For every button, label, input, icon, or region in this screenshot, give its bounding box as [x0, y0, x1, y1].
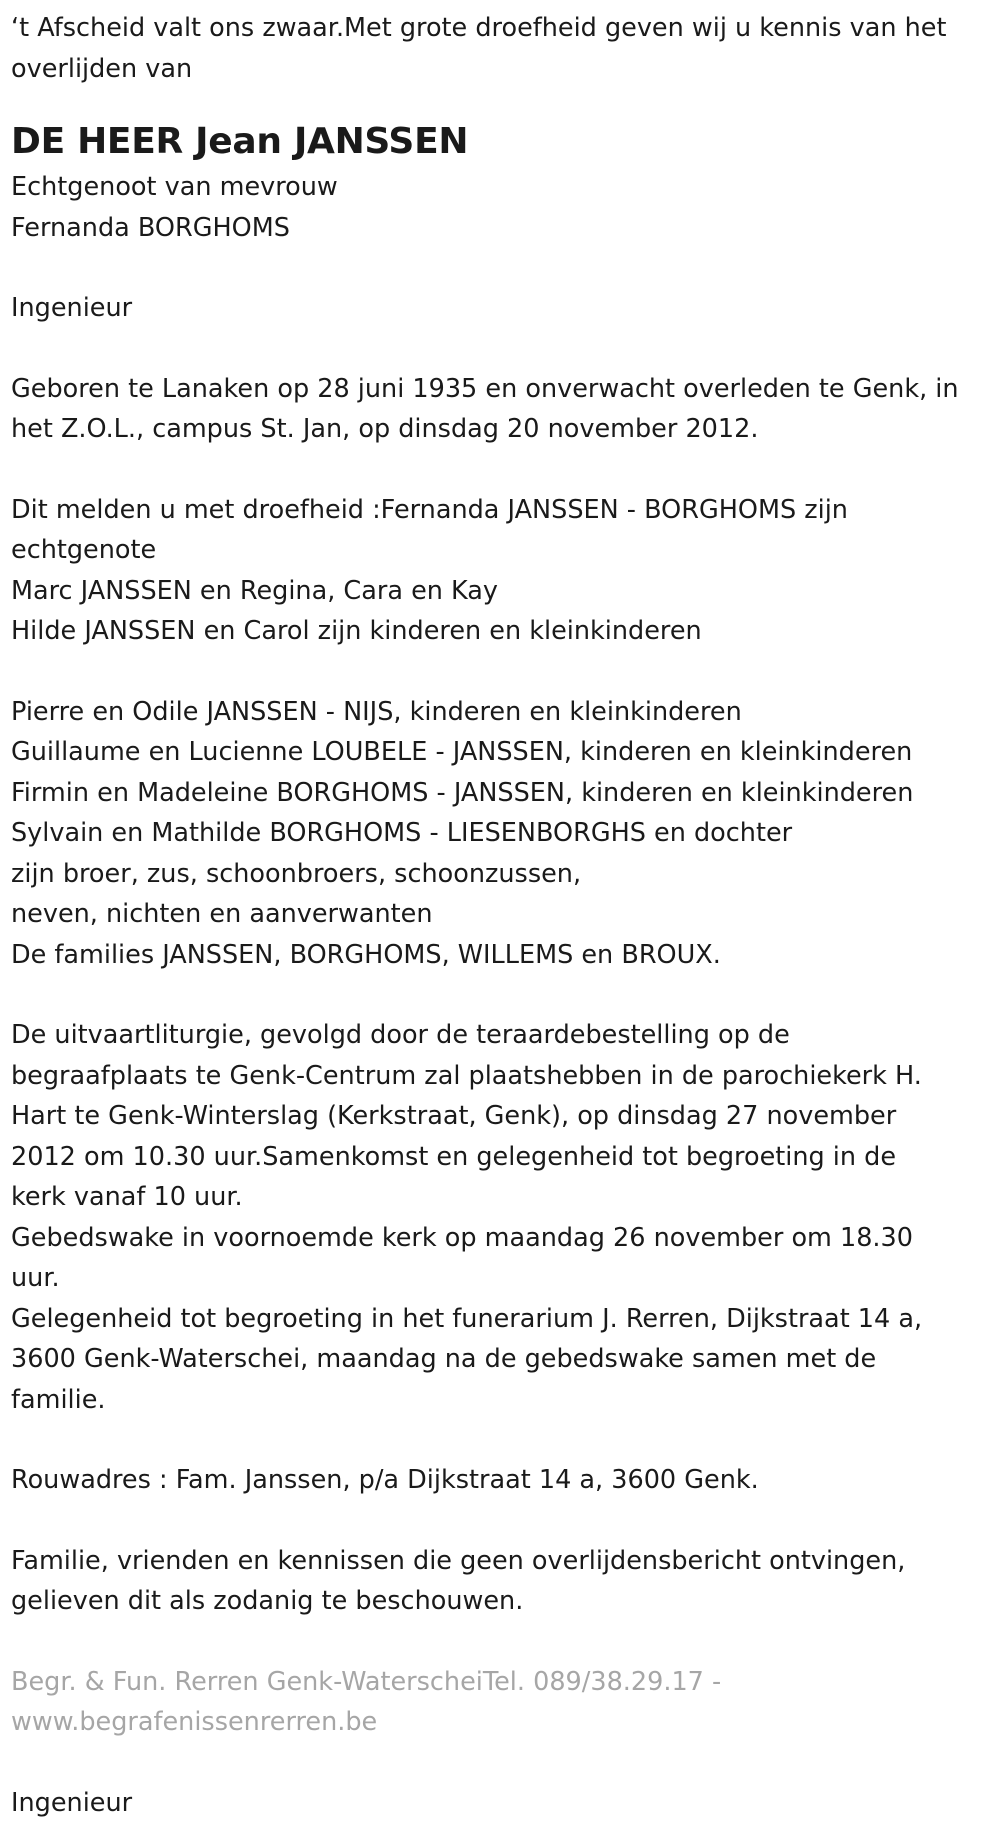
undertaker-line: Begr. & Fun. Rerren Genk-WaterscheiTel. 089/38.29.17 - — [11, 1666, 722, 1697]
mourner-line: neven, nichten en aanverwanten — [11, 899, 433, 929]
undertaker-paragraph — [11, 1662, 989, 1743]
extended-mourners-paragraph — [11, 692, 989, 976]
notice-line: Familie, vrienden en kennissen die geen overlijdensbericht ontvingen, — [11, 1545, 906, 1576]
funeral-line: uur. — [11, 1263, 60, 1293]
funeral-line: Hart te Genk-Winterslag (Kerkstraat, Genk), op dinsdag 27 november — [11, 1101, 897, 1131]
spouse-name: Fernanda BORGHOMS — [11, 212, 290, 243]
funeral-details-paragraph — [11, 1015, 989, 1420]
profession-paragraph — [11, 288, 989, 329]
deceased-name: DE HEER Jean JANSSEN — [11, 121, 469, 162]
funeral-line: 3600 Genk-Waterschei, maandag na de gebedswake samen met de — [11, 1344, 877, 1374]
mourner-line: echtgenote — [11, 535, 157, 565]
funeral-line: familie. — [11, 1384, 106, 1415]
funeral-line: 2012 om 10.30 uur.Samenkomst en gelegenheid tot begroeting in de — [11, 1141, 897, 1172]
birth-death-paragraph — [11, 369, 989, 450]
mourner-line: zijn broer, zus, schoonbroers, schoonzussen, — [11, 858, 582, 889]
mourner-line: Pierre en Odile JANSSEN - NIJS, kinderen en kleinkinderen — [11, 696, 742, 727]
notice-paragraph — [11, 1541, 989, 1622]
profession-footer-paragraph — [11, 1783, 989, 1824]
mourner-line: Guillaume en Lucienne LOUBELE - JANSSEN, kinderen en kleinkinderen — [11, 737, 913, 767]
profession-footer: Ingenieur — [11, 1787, 133, 1818]
mourner-line: Hilde JANSSEN en Carol zijn kinderen en kleinkinderen — [11, 616, 702, 646]
intro-paragraph — [11, 8, 989, 89]
mourning-address: Rouwadres : Fam. Janssen, p/a Dijkstraat 14 a, 3600 Genk. — [11, 1465, 759, 1495]
funeral-line: Gebedswake in voornoemde kerk op maandag 26 november om 18.30 — [11, 1222, 913, 1253]
mourner-line: Marc JANSSEN en Regina, Cara en Kay — [11, 575, 499, 606]
mourner-line: De families JANSSEN, BORGHOMS, WILLEMS en BROUX. — [11, 939, 721, 970]
mourner-line: Dit melden u met droefheid :Fernanda JANSSEN - BORGHOMS zijn — [11, 494, 848, 525]
mourner-line: Firmin en Madeleine BORGHOMS - JANSSEN, kinderen en kleinkinderen — [11, 777, 914, 808]
intro-line: ‘t Afscheid valt ons zwaar.Met grote droefheid geven wij u kennis van het — [11, 13, 947, 43]
funeral-line: De uitvaartliturgie, gevolgd door de teraardebestelling op de — [11, 1020, 790, 1050]
spouse-line: Echtgenoot van mevrouw — [11, 172, 338, 202]
intro-line: overlijden van — [11, 53, 193, 84]
birth-death-line: Geboren te Lanaken op 28 juni 1935 en onverwacht overleden te Genk, in — [11, 373, 959, 404]
funeral-line: kerk vanaf 10 uur. — [11, 1182, 243, 1212]
deceased-block — [11, 117, 989, 248]
mourner-line: Sylvain en Mathilde BORGHOMS - LIESENBORGHS en dochter — [11, 818, 793, 848]
notice-line: gelieven dit als zodanig te beschouwen. — [11, 1586, 524, 1616]
undertaker-website: www.begrafenissenrerren.be — [11, 1707, 378, 1737]
immediate-mourners-paragraph — [11, 490, 989, 652]
mourning-address-paragraph — [11, 1460, 989, 1501]
profession: Ingenieur — [11, 293, 133, 323]
funeral-line: begraafplaats te Genk-Centrum zal plaatshebben in de parochiekerk H. — [11, 1060, 922, 1091]
birth-death-line: het Z.O.L., campus St. Jan, op dinsdag 20 november 2012. — [11, 414, 759, 444]
funeral-line: Gelegenheid tot begroeting in het funerarium J. Rerren, Dijkstraat 14 a, — [11, 1303, 923, 1334]
